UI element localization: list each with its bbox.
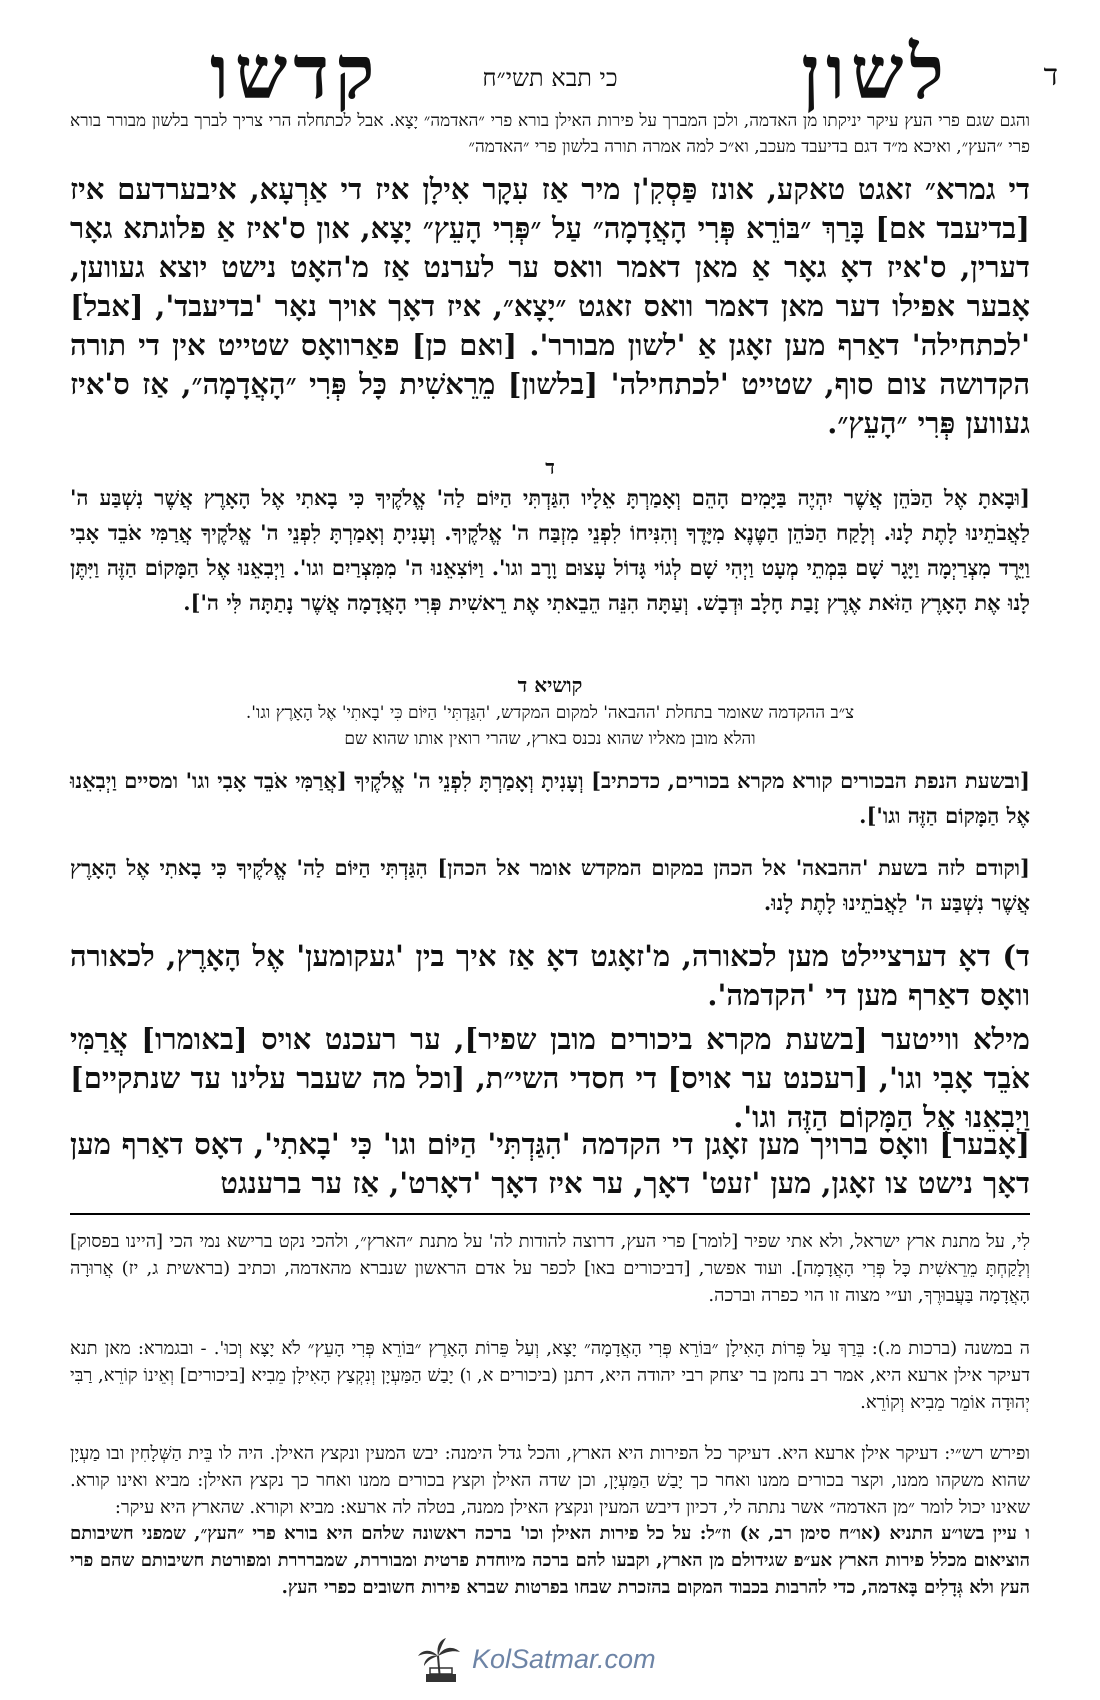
page-header <box>0 30 1100 120</box>
paragraph-hakdama: [וקודם לזה בשעת 'ההבאה' אל הכהן במקום המקדש אומר אל הכהן] הִגַּדְתִּי הַיּוֹם לַה' אֱלֹקֶיךָ כִּי בָאתִי אֶל הָאָרֶץ אֲשֶׁר נִשְׁבַּע ה' לַאֲבֹתֵינוּ לָתֶת לָנוּ. <box>70 855 1030 915</box>
parsha-name: כי תבא תשי״ח <box>482 64 618 92</box>
footnote-4: ו עיין בשו״ע התניא (או״ח סימן רב, א) וז״ל: על כל פירות האילן וכו' ברכה ראשונה שלהם היא בורא פרי ״העץ״, שמפני חשיבותם הוציאום מכלל פירות הארץ אע״פ שגידולם מן הארץ, וקבעו להם ברכה מיוחדת פרטית ומבוררת, שמברררת ומפורטת חשיבותם שהם פרי העץ ולא גְּדָלִים בָּאדמה, כדי להרבות בכבוד המקום בהזכרת שבחו בפרטות שברא פירות חשובים כפרי העץ. <box>70 1523 1030 1598</box>
footnote-2: ה במשנה (ברכות מ.): בֵּרַךְ עַל פֵּרוֹת הָאִילָן ״בּוֹרֵא פְּרִי הָאֲדָמָה״ יָצָא, וְעַל פֵּרוֹת הָאָרֶץ ״בּוֹרֵא פְּרִי הָעֵץ״ לֹא יָצָא וְכוּ'. - ובגמרא: מאן תנא דעיקר אילן ארעא היא, אמר רב נחמן בר יצחק רבי יהודה היא, דתנן (ביכורים א, ו) יָבַשׁ הַמַּעְיָן וְנִקְצַץ הָאִילָן מֵבִיא [ביכורים] וְאֵינוֹ קוֹרֵא, רַבִּי יְהוּדָה אוֹמֵר מֵבִיא וְקוֹרֵא. <box>70 1338 1030 1413</box>
page-number: ד <box>1043 58 1058 93</box>
watermark-text: KolSatmar.com <box>472 1644 656 1674</box>
kushya-title: קושיא ד <box>517 673 583 697</box>
torah-verse: [וּבָאתָ אֶל הַכֹּהֵן אֲשֶׁר יִהְיֶה בַּיָּמִים הָהֵם וְאָמַרְתָּ אֵלָיו הִגַּדְתִּי הַיּוֹם לַה' אֱלֹקֶיךָ כִּי בָאתִי אֶל הָאָרֶץ אֲשֶׁר נִשְׁבַּע ה' לַאֲבֹתֵינוּ לָתֶת לָנוּ. וְלָקַח הַכֹּהֵן הַטֶּנֶא מִיָּדֶךָ וְהִנִּיחוֹ לִפְנֵי מִזְבַּח ה' אֱלֹקֶיךָ. וְעָנִיתָ וְאָמַרְתָּ לִפְנֵי ה' אֱלֹקֶיךָ אֲרַמִּי אֹבֵד אָבִי וַיֵּרֶד מִצְרַיְמָה וַיָּגָר שָׁם בִּמְתֵי מְעָט וַיְהִי שָׁם לְגוֹי גָּדוֹל עָצוּם וָרָב וגו'. וַיּוֹצִאֵנוּ ה' מִמִּצְרַיִם וגו'. וַיְבִאֵנוּ אֶל הַמָּקוֹם הַזֶּה וַיִּתֶּן לָנוּ אֶת הָאָרֶץ הַזֹּאת אֶרֶץ זָבַת חָלָב וּדְבָשׁ. וְעַתָּה הִנֵּה הֵבֵאתִי אֶת רֵאשִׁית פְּרִי הָאֲדָמָה אֲשֶׁר נָתַתָּה לִּי ה']. <box>70 485 1030 615</box>
paragraph-bikkurim: [ובשעת הנפת הבכורים קורא מקרא בכורים, כדכתיב] וְעָנִיתָ וְאָמַרְתָּ לִפְנֵי ה' אֱלֹקֶיךָ [אֲרַמִּי אֹבֵד אָבִי וגו' ומסיים וַיְבִאֵנוּ אֶל הַמָּקוֹם הַזֶּה וגו']. <box>70 768 1030 828</box>
footnote-divider <box>70 1213 1030 1215</box>
paragraph-continuation: מילא ווייטער [בשעת מקרא ביכורים מובן שפיר], ער רעכנט אויס [באומרו] אֲרַמִּי אֹבֵד אָבִי וגו', [רעכנט ער אויס] די חסדי השי״ת, [וכל מה שעבר עלינו עד שנתקיים] וַיְבִאֵנוּ אֶל הַמָּקוֹם הַזֶּה וגו'. <box>70 1022 1030 1134</box>
paragraph-gemara: די גמרא״ זאגט טאקע, אונז פַּסְקִ'ן מיר אַז עִקָר אִילָן איז די אַרְעָא, איבערדעם איז [בדיעבד אם] בָּרַךְ ״בּוֹרֵא פְּרִי הָאֲדָמָה״ עַל ״פְּרִי הָעֵץ״ יָצָא, און ס'איז אַ פלוגתא גאָר דערין, ס'איז דאָ גאָר אַ מאן דאמר וואס ער לערנט אַז מ'האָט נישט יוצא געווען, אָבער אפילו דער מאן דאמר וואס זאגט ״יָצָא״, איז דאָך אויך נאָר 'בדיעבד', [אבל] 'לכתחילה' דאַרף מען זאָגן אַ 'לשון מבורר'. [ואם כן] פאַרוואָס שטייט אין די תורה הקדושה צום סוף, שטייט 'לכתחילה' [בלשון] מֵרֵאשִׁית כָּל פְּרִי ״הָאֲדָמָה״, אַז ס'איז געווען פְּרִי ״הָעֵץ״. <box>70 172 1030 440</box>
header-title-right: לשון <box>801 30 950 116</box>
footnote-1: לִי, על מתנת ארץ ישראל, ולא אתי שפיר [לומר] פרי העץ, דרוצה להודות לה' על מתנת ״הארץ״, ולהכי נקט ברישא נמי הכי [היינו בפסוק] וְלָקַחְתָּ מֵרֵאשִׁית כָּל פְּרִי הָאֲדָמָה]. ועוד אפשר, [דביכורים באו] לכפר על אדם הראשון שנברא מהאדמה, וכתיב (בראשית ג, יז) אֲרוּרָה הָאֲדָמָה בַּעֲבוּרֶךָ, וע״י מצוה זו הוי כפרה וברכה. <box>70 1231 1030 1306</box>
section-letter: ד <box>545 455 555 479</box>
paragraph-question: ד) דאָ דערציילט מען לכאורה, מ'זאָגט דאָ אַז איך בין 'געקומען' אֶל הָאָרֶץ, לכאורה וואָס דאַרף מען די 'הקדמה'. <box>70 939 1030 1012</box>
footnote-3: ופירש רש״י: דעיקר אילן ארעא היא. דעיקר כל הפירות היא הארץ, והכל גדל הימנה: יבש המעין ונקצץ האילן. היה לו בֵּית הַשְּׁלָחִין ובו מַעְיָן שהוא משקהו ממנו, וקצר בכורים ממנו ואחר כך יָבַשׁ הַמַּעְיָן, וכן שדה האילן וקצץ בכורים ממנו ואחר כך נקצץ האילן: מביא ואינו קורא. שאינו יכול לומר ״מן האדמה״ אשר נתתה לי, דכיון דיבש המעין ונקצץ האילן ממנה, בטלה לה ארעא: מביא וקורא. שהארץ היא עיקר: <box>70 1443 1030 1518</box>
intro-note: והגם שגם פרי העץ עיקר יניקתו מן האדמה, ולכן המברך על פירות האילן בורא פרי ״האדמה״ יָצָא. אבל לכתחלה הרי צריך לברך בלשון מבורר בורא פרי ״העץ״, ואיכא מ״ד דגם בדיעבד מעכב, וא״כ למה אמרה תורה בלשון פרי ״האדמה״ <box>70 111 1030 157</box>
kushya-line-2: והלא מובן מאליו שהוא נכנס בארץ, שהרי רואין אותו שהוא שם <box>344 729 756 749</box>
palm-tree-icon <box>416 1634 466 1684</box>
header-title-left: קדשו <box>210 30 381 116</box>
kushya-line-1: צ״ב ההקדמה שאומר בתחלת 'ההבאה' למקום המקדש, 'הִגַּדְתִּי' הַיּוֹם כִּי 'בָאתִי' אֶל הָאָרֶץ וגו'. <box>245 703 855 723</box>
paragraph-last: [אָבער] וואָס ברויך מען זאָגן די הקדמה 'הִגַּדְתִּי' הַיּוֹם וגו' כִּי 'בָאתִי', דאָס דאַרף מען דאָך נישט צו זאָגן, מען 'זעט' דאָך, ער איז דאָך 'דאָרט', אַז ער ברענגט <box>70 1127 1030 1200</box>
watermark-logo <box>416 1634 706 1684</box>
